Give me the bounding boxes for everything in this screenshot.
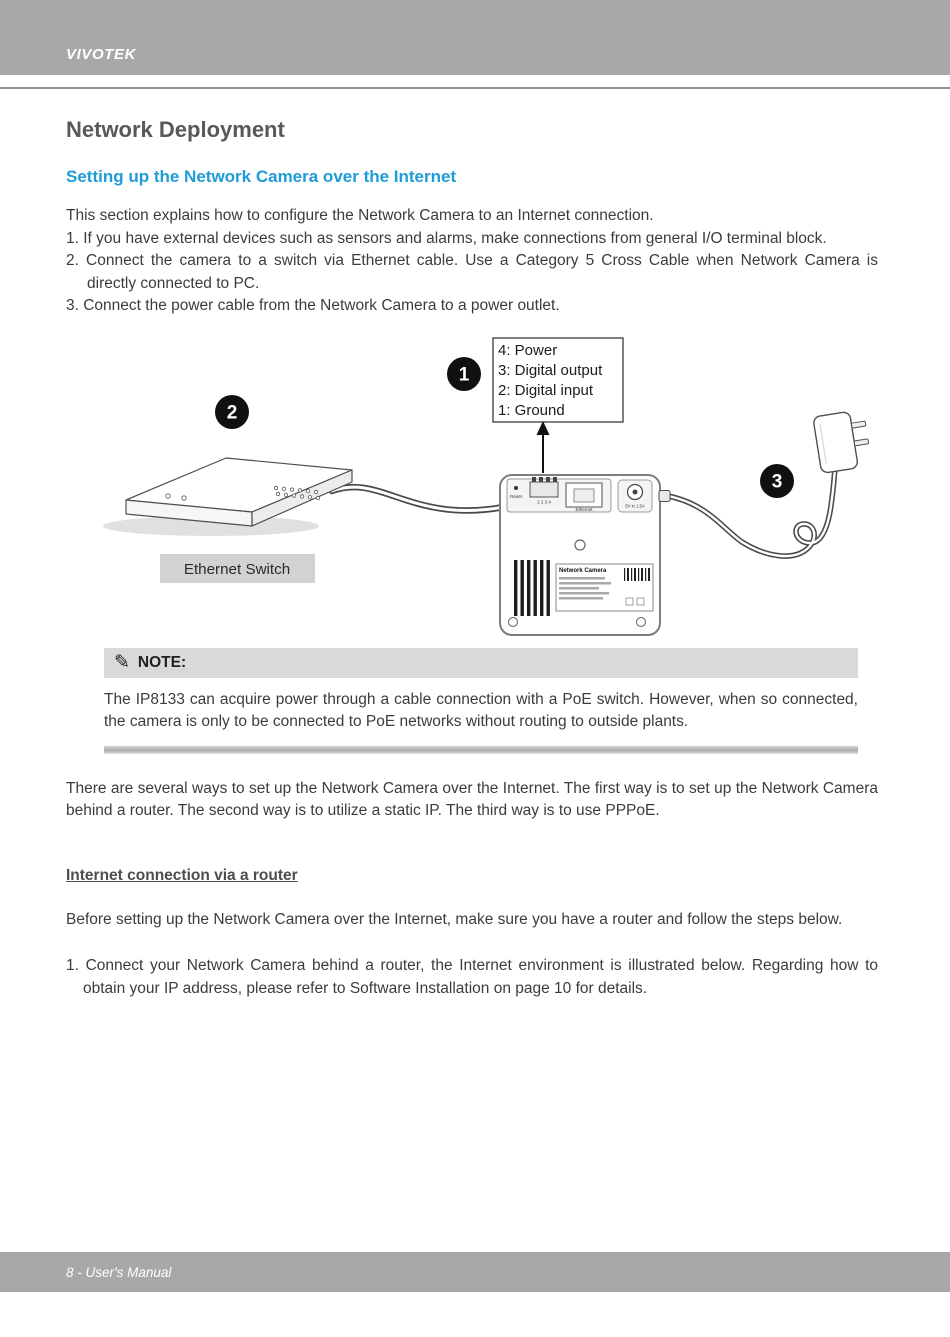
badge-3-number: 3 [771,471,783,492]
deployment-diagram [66,330,878,640]
pin-label-1: 1: Ground [498,401,565,419]
pin-numbers-label: 1 2 3 4 [537,499,551,504]
pin-label-box [493,338,623,422]
note-divider [104,746,858,754]
router-connection-heading: Internet connection via a router [66,866,298,884]
note-title-bar [104,648,858,678]
power-cable [668,470,835,556]
router-step-1: 1. Connect your Network Camera behind a router, the Internet environment is illustrated below. Regarding how to obtain your IP address, please refer to Software Installation on page 10 for details. [66,957,878,997]
brand-logo: VIVOTEK [66,46,137,63]
badge-1 [447,357,481,391]
pencil-icon: ✎ [114,652,130,673]
power-jack [618,480,652,512]
note-box [104,648,858,754]
ethernet-cable [332,487,504,510]
intro-paragraph: This section explains how to configure the Network Camera to an Internet connection. [66,207,654,224]
pin-label-4: 4: Power [498,341,558,359]
ethernet-switch-figure [126,458,352,526]
section-heading: Setting up the Network Camera over the Internet [66,167,457,186]
setup-steps [66,228,878,318]
ethernet-switch-label [160,554,315,583]
ways-paragraph: There are several ways to set up the Network Camera over the Internet. The first way is to set up the Network Camera behind a router. The second way is to utilize a static IP. The third way is to use PPPoE. [66,779,878,819]
setup-step-1: 1. If you have external devices such as sensors and alarms, make connections from general I/O terminal block. [66,229,827,247]
footer-bar [0,1252,950,1292]
arrow-to-terminal [537,421,550,473]
reset-label: Reset [510,493,522,499]
header-rule [0,87,950,89]
pin-label-2: 2: Digital input [498,381,594,399]
note-body: The IP8133 can acquire power through a cable connection with a PoE switch. However, when so connected, the camera is only to be connected to PoE networks without routing to outside plants. [104,690,858,730]
note-title: NOTE: [137,653,187,671]
power-adapter-figure [813,409,872,473]
product-sticker [556,564,653,611]
page-title: Network Deployment [66,117,285,142]
network-camera-figure [500,475,670,635]
ethernet-switch-label-text: Ethernet Switch [183,560,291,578]
reset-button-dot [514,486,518,490]
page-footer-text: 8 - User's Manual [66,1264,172,1280]
sticker-title: Network Camera [559,567,607,574]
power-plug [659,490,670,501]
ethernet-label: Ethernet [575,506,593,512]
router-intro-paragraph: Before setting up the Network Camera over the Internet, make sure you have a router and follow the steps below. [66,910,843,928]
page-content [0,117,950,1000]
badge-2 [215,395,249,429]
pin-label-3: 3: Digital output [498,361,603,379]
power-spec-label: 5V in 1.5A [625,503,645,508]
header-bar [0,0,950,75]
badge-3 [760,464,794,498]
deployment-diagram-svg [66,330,878,640]
badge-2-number: 2 [226,402,238,423]
setup-step-2: 2. Connect the camera to a switch via Ethernet cable. Use a Category 5 Cross Cable when Network Camera is directly connected to PC. [66,252,878,292]
badge-1-number: 1 [458,364,470,385]
setup-step-3: 3. Connect the power cable from the Network Camera to a power outlet. [66,297,560,314]
